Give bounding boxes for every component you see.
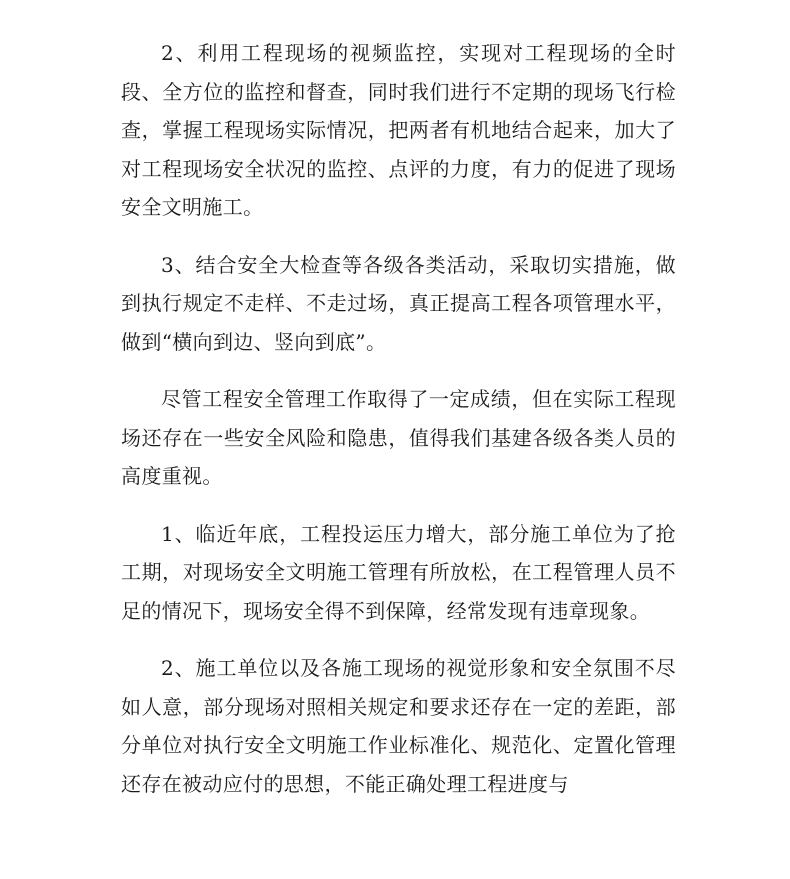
paragraph-risks-intro: 尽管工程安全管理工作取得了一定成绩，但在实际工程现场还存在一些安全风险和隐患，值得我们基建各级各类人员的高度重视。	[121, 387, 676, 488]
paragraph-safety-inspection: 3、结合安全大检查等各级各类活动，采取切实措施，做到执行规定不走样、不走过场，真正提高工程各项管理水平，做到“横向到边、竖向到底”。	[121, 252, 676, 354]
document-body	[121, 34, 676, 822]
paragraph-video-monitoring: 2、利用工程现场的视频监控，实现对工程现场的全时段、全方位的监控和督查，同时我们进行不定期的现场飞行检查，掌握工程现场实际情况，把两者有机地结合起来，加大了对工程现场安全状况的监控、点评的力度，有力的促进了现场安全文明施工。	[121, 41, 676, 219]
paragraph-year-end-pressure: 1、临近年底，工程投运压力增大，部分施工单位为了抢工期，对现场安全文明施工管理有所放松，在工程管理人员不足的情况下，现场安全得不到保障，经常发现有违章现象。	[121, 521, 676, 623]
paragraph-site-image: 2、施工单位以及各施工现场的视觉形象和安全氛围不尽如人意，部分现场对照相关规定和要求还存在一定的差距，部分单位对执行安全文明施工作业标准化、规范化、定置化管理还存在被动应付的思想，不能正确处理工程进度与	[121, 656, 676, 796]
